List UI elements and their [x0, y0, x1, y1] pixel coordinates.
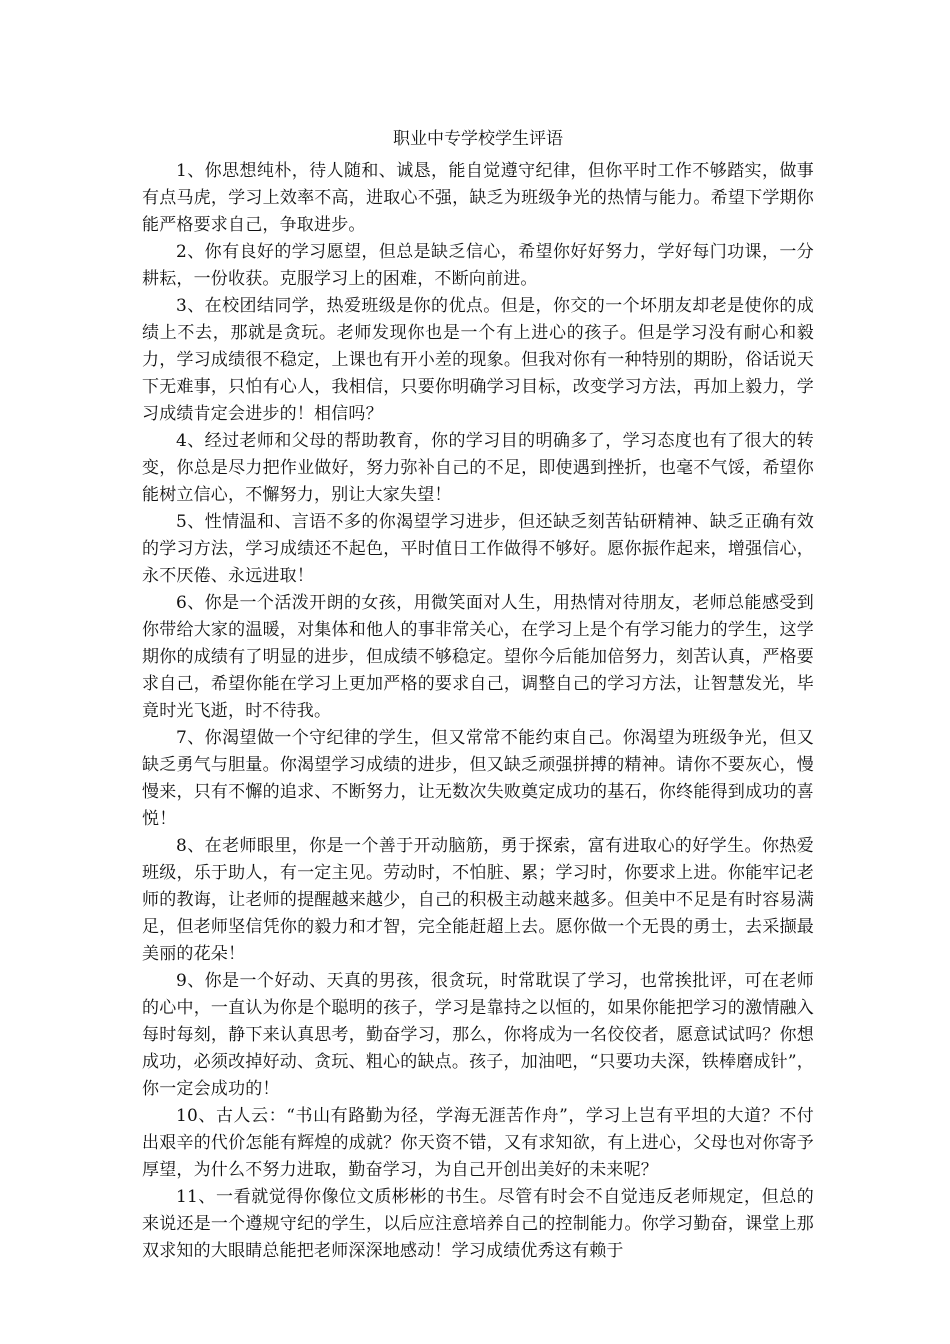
comment-paragraph-6: 6、你是一个活泼开朗的女孩，用微笑面对人生，用热情对待朋友，老师总能感受到你带给大家的温暖，对集体和他人的事非常关心，在学习上是个有学习能力的学生，这学期你的成绩有了明显的进步，但成绩不够稳定。望你今后能加倍努力，刻苦认真，严格要求自己，希望你能在学习上更加严格的要求自己，调整自己的学习方法，让智慧发光，毕竟时光飞逝，时不待我。: [142, 593, 814, 721]
comment-paragraph-9: 9、你是一个好动、天真的男孩，很贪玩，时常耽误了学习，也常挨批评，可在老师的心中，一直认为你是个聪明的孩子，学习是靠持之以恒的，如果你能把学习的激情融入每时每刻，静下来认真思考，勤奋学习，那么，你将成为一名佼佼者，愿意试试吗？你想成功，必须改掉好动、贪玩、粗心的缺点。孩子，加油吧，“只要功夫深，铁棒磨成针”，你一定会成功的！: [142, 971, 814, 1099]
comment-paragraph-2: 2、你有良好的学习愿望，但总是缺乏信心，希望你好好努力，学好每门功课，一分耕耘，一份收获。克服学习上的困难，不断向前进。: [142, 242, 814, 289]
comment-paragraph-1: 1、你思想纯朴，待人随和、诚恳，能自觉遵守纪律，但你平时工作不够踏实，做事有点马虎，学习上效率不高，进取心不强，缺乏为班级争光的热情与能力。希望下学期你能严格要求自己，争取进步。: [142, 161, 814, 235]
comment-paragraph-10: 10、古人云：“书山有路勤为径，学海无涯苦作舟”，学习上岂有平坦的大道？不付出艰辛的代价怎能有辉煌的成就？你天资不错，又有求知欲，有上进心，父母也对你寄予厚望，为什么不努力进取，勤奋学习，为自己开创出美好的未来呢？: [142, 1106, 814, 1180]
comment-paragraph-3: 3、在校团结同学，热爱班级是你的优点。但是，你交的一个坏朋友却老是使你的成绩上不去，那就是贪玩。老师发现你也是一个有上进心的孩子。但是学习没有耐心和毅力，学习成绩很不稳定，上课也有开小差的现象。但我对你有一种特别的期盼，俗话说天下无难事，只怕有心人，我相信，只要你明确学习目标，改变学习方法，再加上毅力，学习成绩肯定会进步的！相信吗？: [142, 296, 814, 424]
comment-paragraph-5: 5、性情温和、言语不多的你渴望学习进步，但还缺乏刻苦钻研精神、缺乏正确有效的学习方法，学习成绩还不起色，平时值日工作做得不够好。愿你振作起来，增强信心，永不厌倦、永远进取！: [142, 512, 814, 586]
comment-paragraph-11: 11、一看就觉得你像位文质彬彬的书生。尽管有时会不自觉违反老师规定，但总的来说还是一个遵规守纪的学生，以后应注意培养自己的控制能力。你学习勤奋，课堂上那双求知的大眼睛总能把老师深深地感动！学习成绩优秀这有赖于: [142, 1187, 814, 1261]
comment-paragraph-7: 7、你渴望做一个守纪律的学生，但又常常不能约束自己。你渴望为班级争光，但又缺乏勇气与胆量。你渴望学习成绩的进步，但又缺乏顽强拼搏的精神。请你不要灰心，慢慢来，只有不懈的追求、不断努力，让无数次失败奠定成功的基石，你终能得到成功的喜悦！: [142, 728, 814, 829]
document-title: 职业中专学校学生评语: [393, 129, 563, 149]
comment-paragraph-4: 4、经过老师和父母的帮助教育，你的学习目的明确多了，学习态度也有了很大的转变，你总是尽力把作业做好，努力弥补自己的不足，即使遇到挫折，也毫不气馁，希望你能树立信心，不懈努力，别让大家失望！: [142, 431, 814, 505]
document-page: [142, 120, 814, 1265]
comment-paragraph-8: 8、在老师眼里，你是一个善于开动脑筋，勇于探索，富有进取心的好学生。你热爱班级，乐于助人，有一定主见。劳动时，不怕脏、累；学习时，你要求上进。你能牢记老师的教诲，让老师的提醒越来越少，自己的积极主动越来越多。但美中不足是有时容易满足，但老师坚信凭你的毅力和才智，完全能赶超上去。愿你做一个无畏的勇士，去采撷最美丽的花朵！: [142, 836, 814, 964]
